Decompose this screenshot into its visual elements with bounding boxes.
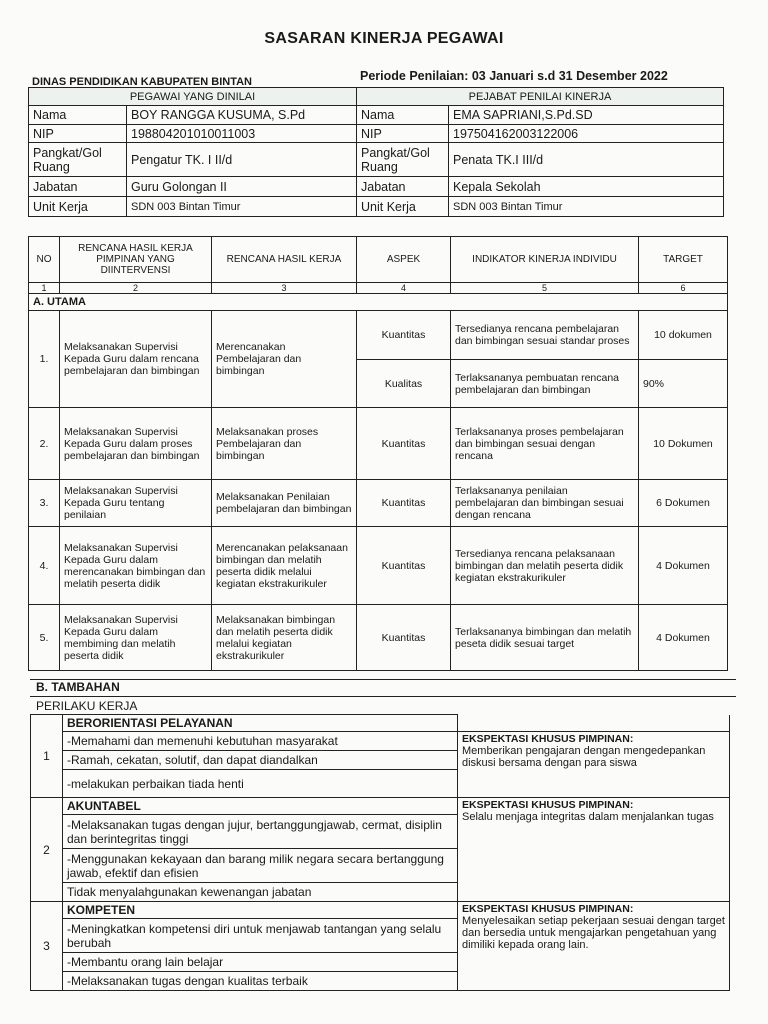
row-indikator: Terlaksananya penilaian pembelajaran dan bimbingan sesuai dengan rencana bbox=[451, 480, 639, 527]
employee-jabatan-label: Jabatan bbox=[29, 177, 127, 197]
section-utama: A. UTAMA bbox=[29, 294, 728, 311]
row-rhk: Melaksanakan proses Pembelajaran dan bimbingan bbox=[212, 408, 357, 480]
row-aspek: Kualitas bbox=[357, 360, 451, 408]
row-aspek: Kuantitas bbox=[357, 311, 451, 360]
col-header-target: TARGET bbox=[639, 237, 728, 283]
appraiser-jabatan-label: Jabatan bbox=[357, 177, 449, 197]
employee-header: PEGAWAI YANG DINILAI bbox=[29, 88, 357, 106]
identity-table bbox=[28, 87, 724, 217]
row-no: 4. bbox=[29, 527, 60, 605]
row-rhk: Melaksanakan bimbingan dan melatih peserta didik melalui kegiatan ekstrakurikuler bbox=[212, 605, 357, 671]
row-target: 90% bbox=[639, 360, 728, 408]
perilaku-no: 1 bbox=[31, 715, 63, 798]
perilaku-point: -Menggunakan kekayaan dan barang milik negara secara bertanggung jawab, efektif dan efisien bbox=[63, 849, 458, 883]
appraiser-unit: SDN 003 Bintan Timur bbox=[449, 197, 724, 217]
appraiser-nama-label: Nama bbox=[357, 106, 449, 125]
perilaku-point: -Membantu orang lain belajar bbox=[63, 953, 458, 972]
expectation-cell bbox=[458, 798, 730, 902]
appraiser-nama: EMA SAPRIANI,S.Pd.SD bbox=[449, 106, 724, 125]
appraiser-pangkat: Penata TK.I III/d bbox=[449, 143, 724, 177]
expectation-label: EKSPEKTASI KHUSUS PIMPINAN: bbox=[462, 799, 634, 811]
row-pimpinan: Melaksanakan Supervisi Kepada Guru tentang penilaian bbox=[60, 480, 212, 527]
perilaku-point: -Meningkatkan kompetensi diri untuk menjawab tantangan yang selalu berubah bbox=[63, 919, 458, 953]
perilaku-point: -melakukan perbaikan tiada henti bbox=[63, 770, 458, 798]
row-target: 10 Dokumen bbox=[639, 408, 728, 480]
expectation-label: EKSPEKTASI KHUSUS PIMPINAN: bbox=[462, 733, 634, 745]
employee-pangkat: Pengatur TK. I II/d bbox=[127, 143, 357, 177]
perilaku-no: 3 bbox=[31, 902, 63, 991]
row-target: 4 Dokumen bbox=[639, 605, 728, 671]
row-indikator: Tersedianya rencana pelaksanaan bimbingan dan melatih peserta didik kegiatan ekstrakurikuler bbox=[451, 527, 639, 605]
perilaku-title: PERILAKU KERJA bbox=[36, 699, 138, 713]
expectation-text: Menyelesaikan setiap pekerjaan sesuai dengan target dan bersedia untuk mengajarkan pengetahuan yang dimiliki kepada orang lain. bbox=[462, 915, 725, 951]
col-header-rhk: RENCANA HASIL KERJA bbox=[212, 237, 357, 283]
expectation-text: Memberikan pengajaran dengan mengedepankan diskusi bersama dengan para siswa bbox=[462, 745, 706, 769]
row-aspek: Kuantitas bbox=[357, 527, 451, 605]
col-header-aspek: ASPEK bbox=[357, 237, 451, 283]
row-target: 6 Dokumen bbox=[639, 480, 728, 527]
row-rhk: Melaksanakan Penilaian pembelajaran dan bimbingan bbox=[212, 480, 357, 527]
perilaku-point: -Melaksanakan tugas dengan jujur, bertanggungjawab, cermat, disiplin dan berintegritas tinggi bbox=[63, 815, 458, 849]
agency-name: DINAS PENDIDIKAN KABUPATEN BINTAN bbox=[32, 76, 252, 88]
row-no: 2. bbox=[29, 408, 60, 480]
perilaku-category: AKUNTABEL bbox=[63, 798, 458, 815]
col-number: 5 bbox=[451, 283, 639, 294]
employee-nip: 198804201010011003 bbox=[127, 125, 357, 143]
row-no: 1. bbox=[29, 311, 60, 408]
col-header-indikator: INDIKATOR KINERJA INDIVIDU bbox=[451, 237, 639, 283]
employee-jabatan: Guru Golongan II bbox=[127, 177, 357, 197]
appraiser-jabatan: Kepala Sekolah bbox=[449, 177, 724, 197]
perilaku-point: Tidak menyalahgunakan kewenangan jabatan bbox=[63, 883, 458, 902]
perilaku-point: -Memahami dan memenuhi kebutuhan masyarakat bbox=[63, 732, 458, 751]
row-no: 3. bbox=[29, 480, 60, 527]
col-number: 3 bbox=[212, 283, 357, 294]
perilaku-table bbox=[30, 714, 730, 991]
employee-nip-label: NIP bbox=[29, 125, 127, 143]
row-pimpinan: Melaksanakan Supervisi Kepada Guru dalam rencana pembelajaran dan bimbingan bbox=[60, 311, 212, 408]
col-number: 6 bbox=[639, 283, 728, 294]
expectation-cell bbox=[458, 732, 730, 798]
row-target: 10 dokumen bbox=[639, 311, 728, 360]
row-target: 4 Dokumen bbox=[639, 527, 728, 605]
row-rhk: Merencanakan Pembelajaran dan bimbingan bbox=[212, 311, 357, 408]
employee-pangkat-label: Pangkat/Gol Ruang bbox=[29, 143, 127, 177]
perilaku-category: KOMPETEN bbox=[63, 902, 458, 919]
section-tambahan: B. TAMBAHAN bbox=[30, 679, 736, 697]
appraiser-unit-label: Unit Kerja bbox=[357, 197, 449, 217]
page-title: SASARAN KINERJA PEGAWAI bbox=[264, 30, 504, 47]
row-aspek: Kuantitas bbox=[357, 480, 451, 527]
appraiser-header: PEJABAT PENILAI KINERJA bbox=[357, 88, 724, 106]
expectation-text: Selalu menjaga integritas dalam menjalankan tugas bbox=[462, 811, 714, 823]
appraiser-pangkat-label: Pangkat/Gol Ruang bbox=[357, 143, 449, 177]
row-no: 5. bbox=[29, 605, 60, 671]
expectation-label: EKSPEKTASI KHUSUS PIMPINAN: bbox=[462, 903, 634, 915]
col-number: 1 bbox=[29, 283, 60, 294]
perilaku-no: 2 bbox=[31, 798, 63, 902]
appraiser-nip-label: NIP bbox=[357, 125, 449, 143]
assessment-period: Periode Penilaian: 03 Januari s.d 31 Desember 2022 bbox=[360, 69, 668, 83]
row-rhk: Merencanakan pelaksanaan bimbingan dan melatih peserta didik melalui kegiatan ekstrakurikuler bbox=[212, 527, 357, 605]
row-pimpinan: Melaksanakan Supervisi Kepada Guru dalam merencanakan bimbingan dan melatih peserta didik bbox=[60, 527, 212, 605]
row-indikator: Tersedianya rencana pembelajaran dan bimbingan sesuai standar proses bbox=[451, 311, 639, 360]
row-indikator: Terlaksananya bimbingan dan melatih peseta didik sesuai target bbox=[451, 605, 639, 671]
col-header-no: NO bbox=[29, 237, 60, 283]
row-aspek: Kuantitas bbox=[357, 605, 451, 671]
row-aspek: Kuantitas bbox=[357, 408, 451, 480]
perilaku-point: -Ramah, cekatan, solutif, dan dapat diandalkan bbox=[63, 751, 458, 770]
expectation-cell bbox=[458, 902, 730, 991]
row-indikator: Terlaksananya proses pembelajaran dan bimbingan sesuai dengan rencana bbox=[451, 408, 639, 480]
employee-unit-label: Unit Kerja bbox=[29, 197, 127, 217]
col-number: 2 bbox=[60, 283, 212, 294]
employee-nama: BOY RANGGA KUSUMA, S.Pd bbox=[127, 106, 357, 125]
perilaku-category: BERORIENTASI PELAYANAN bbox=[63, 715, 458, 732]
rhk-table bbox=[28, 236, 728, 671]
row-pimpinan: Melaksanakan Supervisi Kepada Guru dalam membiming dan melatih peserta didik bbox=[60, 605, 212, 671]
perilaku-point: -Melaksanakan tugas dengan kualitas terbaik bbox=[63, 972, 458, 991]
appraiser-nip: 197504162003122006 bbox=[449, 125, 724, 143]
employee-nama-label: Nama bbox=[29, 106, 127, 125]
row-indikator: Terlaksananya pembuatan rencana pembelajaran dan bimbingan bbox=[451, 360, 639, 408]
row-pimpinan: Melaksanakan Supervisi Kepada Guru dalam proses pembelajaran dan bimbingan bbox=[60, 408, 212, 480]
employee-unit: SDN 003 Bintan Timur bbox=[127, 197, 357, 217]
col-number: 4 bbox=[357, 283, 451, 294]
col-header-pimpinan: RENCANA HASIL KERJA PIMPINAN YANG DIINTERVENSI bbox=[60, 237, 212, 283]
